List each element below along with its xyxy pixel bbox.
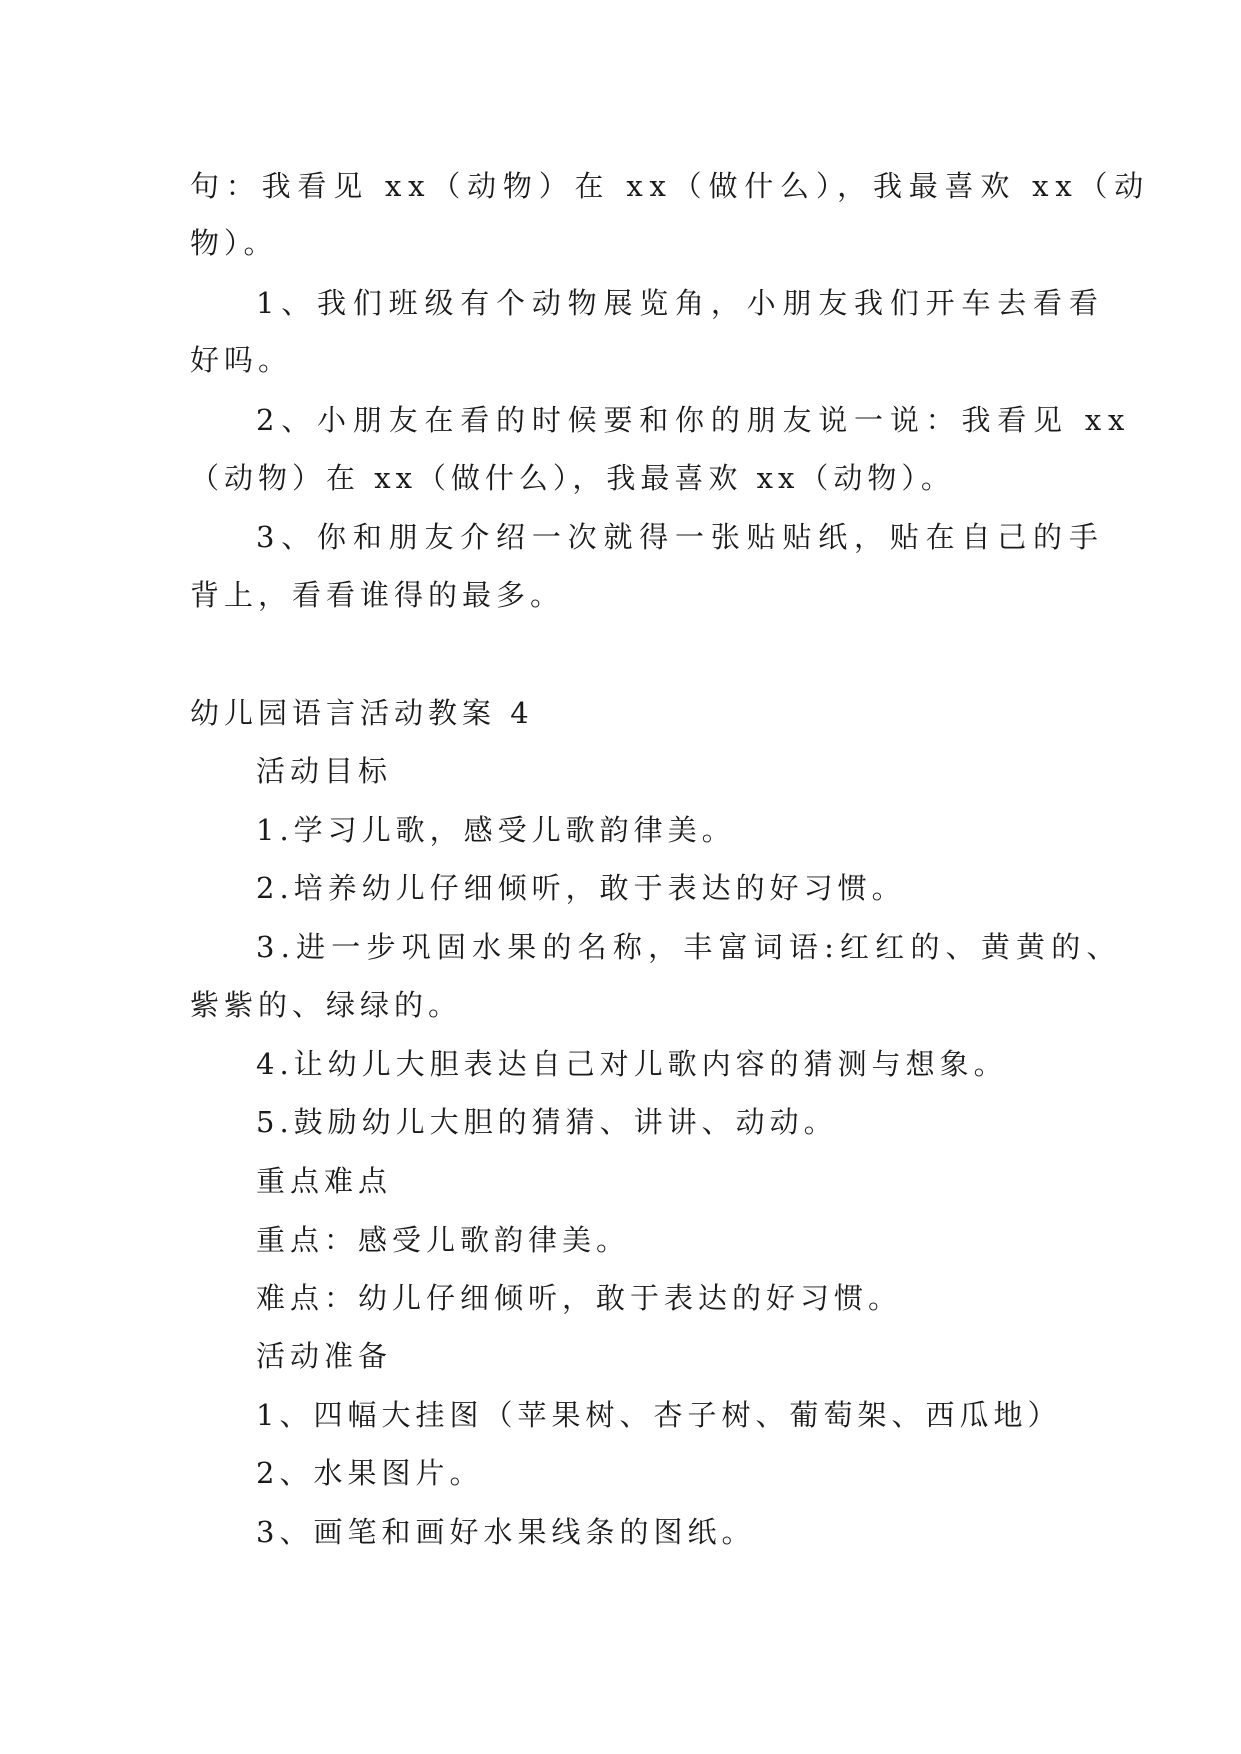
list-item: 1、四幅大挂图（苹果树、杏子树、葡萄架、西瓜地） (256, 1398, 1062, 1432)
list-item: 3、画笔和画好水果线条的图纸。 (256, 1515, 756, 1549)
paragraph-line: 物）。 (190, 226, 278, 260)
list-item: 3.进一步巩固水果的名称，丰富词语:红红的、黄黄的、 (256, 930, 1122, 964)
list-item: 2、水果图片。 (256, 1456, 484, 1490)
paragraph-line: （动物）在 xx（做什么），我最喜欢 xx（动物）。 (190, 461, 955, 495)
paragraph-line: 好吗。 (190, 343, 293, 377)
list-item: 5.鼓励幼儿大胆的猜猜、讲讲、动动。 (256, 1105, 838, 1139)
paragraph-line: 1、我们班级有个动物展览角，小朋友我们开车去看看 (256, 286, 1105, 320)
subheading: 重点难点 (256, 1164, 393, 1198)
paragraph-line: 背上，看看谁得的最多。 (190, 578, 565, 612)
list-item: 重点：感受儿歌韵律美。 (256, 1223, 631, 1257)
list-item: 紫紫的、绿绿的。 (190, 988, 463, 1022)
paragraph-line: 3、你和朋友介绍一次就得一张贴贴纸，贴在自己的手 (256, 520, 1105, 554)
section-title: 幼儿园语言活动教案 4 (190, 696, 534, 730)
paragraph-line: 句：我看见 xx（动物）在 xx（做什么），我最喜欢 xx（动 (190, 169, 1151, 203)
list-item: 1.学习儿歌，感受儿歌韵律美。 (256, 813, 736, 847)
subheading: 活动目标 (256, 754, 393, 788)
list-item: 难点：幼儿仔细倾听，敢于表达的好习惯。 (256, 1281, 903, 1315)
paragraph-line: 2、小朋友在看的时候要和你的朋友说一说：我看见 xx (256, 403, 1132, 437)
list-item: 2.培养幼儿仔细倾听，敢于表达的好习惯。 (256, 871, 906, 905)
list-item: 4.让幼儿大胆表达自己对儿歌内容的猜测与想象。 (256, 1047, 1008, 1081)
subheading: 活动准备 (256, 1339, 393, 1373)
